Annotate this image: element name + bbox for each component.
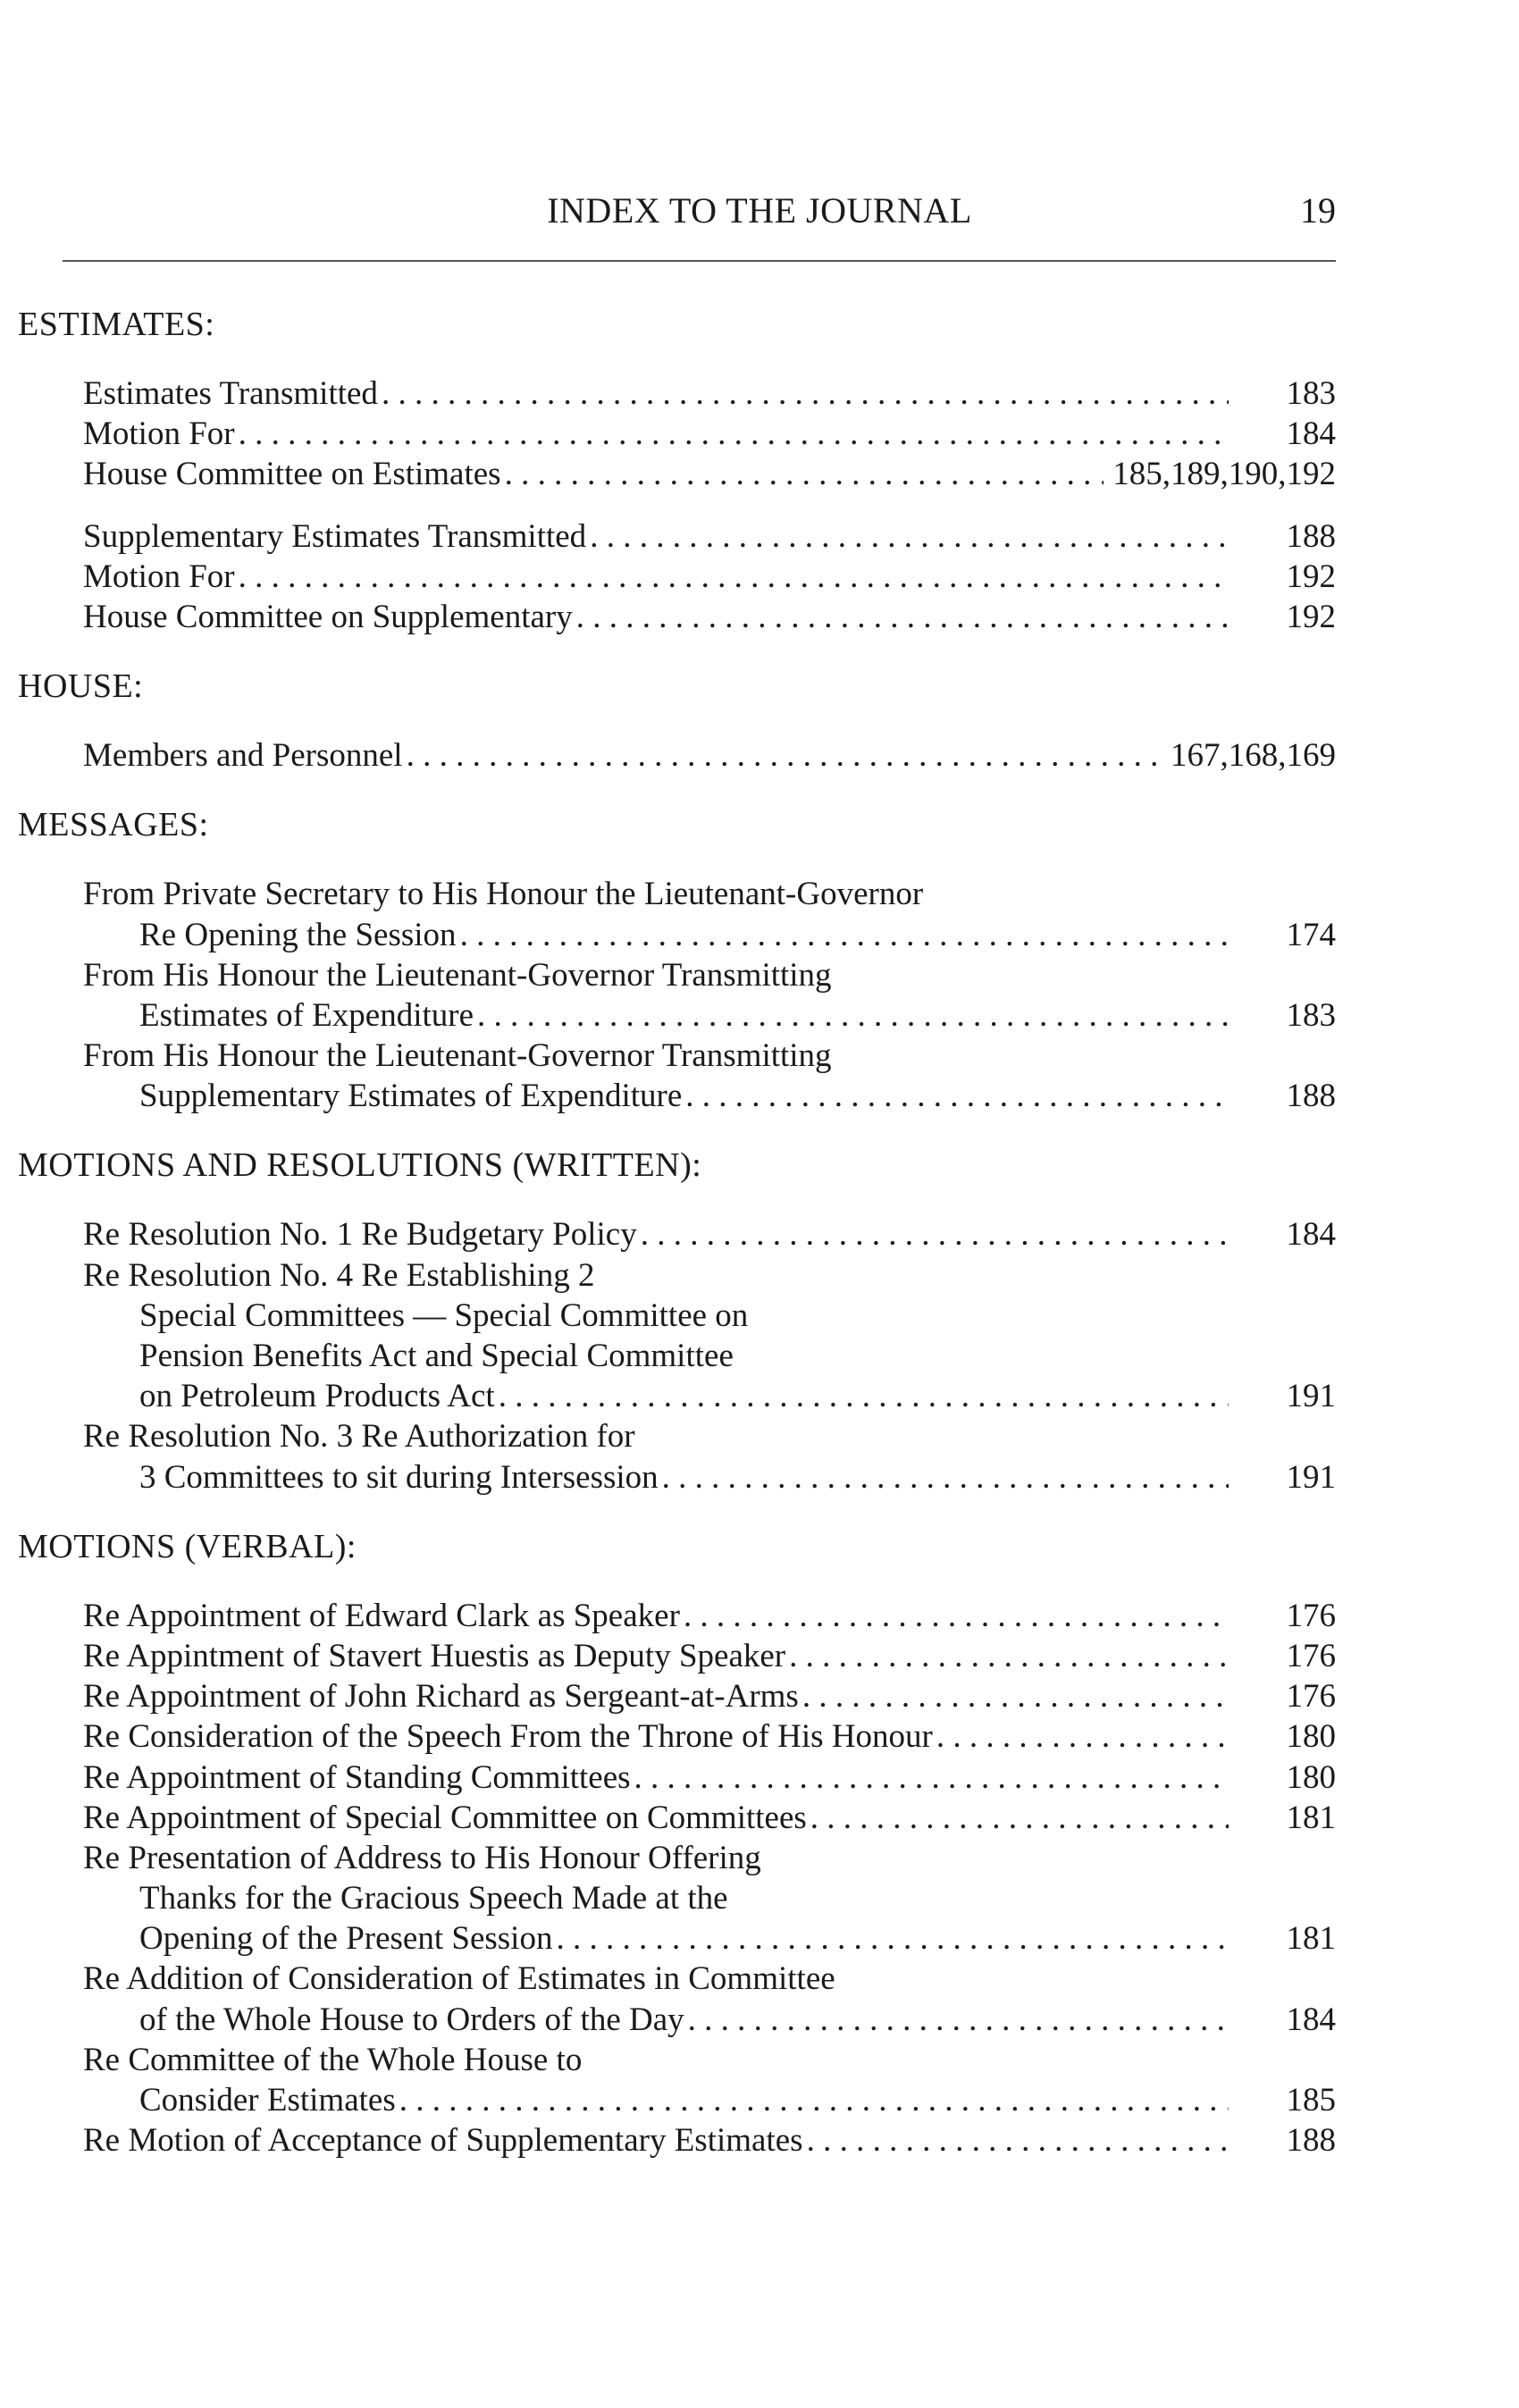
entry-text: Pension Benefits Act and Special Committee xyxy=(139,1338,734,1374)
section-entries xyxy=(83,1214,1336,1497)
entry-line xyxy=(83,557,1336,597)
index-entry xyxy=(83,1959,1336,2039)
entry-text: Motion For xyxy=(83,558,235,595)
entry-line xyxy=(83,516,1336,557)
index-section xyxy=(18,666,1340,776)
entry-line xyxy=(83,1416,1336,1456)
page-reference: 188 xyxy=(1286,517,1336,555)
dot-leader xyxy=(239,414,1229,454)
dot-leader xyxy=(556,1918,1229,1959)
section-entries xyxy=(83,735,1336,776)
page-reference: 185 xyxy=(1286,2082,1336,2119)
page-reference: 176 xyxy=(1286,1637,1336,1674)
dot-leader xyxy=(239,557,1229,597)
entry-line xyxy=(83,2120,1336,2160)
page-reference: 184 xyxy=(1286,2001,1336,2038)
dot-leader xyxy=(407,735,1162,776)
entry-line xyxy=(83,874,1336,914)
entry-line xyxy=(83,1716,1336,1757)
entry-line xyxy=(83,1758,1336,1798)
page-reference: 185,189,190,192 xyxy=(1112,456,1336,493)
entry-line xyxy=(83,1636,1336,1676)
group-spacer xyxy=(83,495,1336,516)
section-heading: MOTIONS AND RESOLUTIONS (WRITTEN): xyxy=(18,1146,702,1185)
page-reference: 184 xyxy=(1286,1216,1336,1254)
entry-text: Re Appointment of John Richard as Sergeant-at-Arms xyxy=(83,1678,799,1716)
entry-line xyxy=(83,1918,1336,1959)
entry-text: Thanks for the Gracious Speech Made at the xyxy=(139,1880,728,1917)
dot-leader xyxy=(505,454,1104,494)
entry-line xyxy=(83,1336,1336,1376)
index-entry xyxy=(83,1758,1336,1798)
index-entry xyxy=(83,1036,1336,1116)
index-entry xyxy=(83,874,1336,954)
index-section xyxy=(18,804,1340,1116)
index-entry xyxy=(83,1636,1336,1676)
entry-text: Re Appintment of Stavert Huestis as Deputy Speaker xyxy=(83,1637,786,1674)
page-reference: 181 xyxy=(1286,1920,1336,1958)
entry-line xyxy=(83,735,1336,776)
entry-text: Re Resolution No. 1 Re Budgetary Policy xyxy=(83,1216,637,1254)
entry-text: Re Presentation of Address to His Honour Offering xyxy=(83,1839,761,1876)
entry-text: Re Appointment of Special Committee on Committees xyxy=(83,1799,807,1836)
entry-line xyxy=(83,1255,1336,1296)
dot-leader xyxy=(802,1676,1229,1716)
entry-text: 3 Committees to sit during Intersession xyxy=(139,1458,659,1496)
index-entry xyxy=(83,1798,1336,1838)
entry-text: Re Committee of the Whole House to xyxy=(83,2041,583,2078)
index-entry xyxy=(83,1214,1336,1254)
index-section xyxy=(18,304,1340,637)
dot-leader xyxy=(789,1636,1229,1676)
page-reference: 174 xyxy=(1286,916,1336,953)
entry-text: Estimates of Expenditure xyxy=(139,996,474,1034)
index-entry xyxy=(83,516,1336,557)
entry-text: Supplementary Estimates of Expenditure xyxy=(139,1078,683,1115)
page-reference: 180 xyxy=(1286,1758,1336,1796)
entry-text: Members and Personnel xyxy=(83,737,403,775)
index-content xyxy=(18,304,1340,2160)
entry-text: Opening of the Present Session xyxy=(139,1920,553,1958)
entry-line xyxy=(83,1214,1336,1254)
dot-leader xyxy=(662,1457,1229,1498)
section-heading: MESSAGES: xyxy=(18,806,209,844)
page-reference: 167,168,169 xyxy=(1171,737,1336,775)
dot-leader xyxy=(576,597,1229,637)
page-reference: 188 xyxy=(1286,1078,1336,1115)
index-entry xyxy=(83,2040,1336,2120)
index-entry xyxy=(83,1838,1336,1959)
index-section xyxy=(18,1145,1340,1497)
entry-text: Re Opening the Session xyxy=(139,916,457,953)
page-reference: 188 xyxy=(1286,2122,1336,2160)
dot-leader xyxy=(684,1596,1229,1636)
index-entry xyxy=(83,1416,1336,1497)
entry-text: Supplementary Estimates Transmitted xyxy=(83,517,587,555)
page-reference: 183 xyxy=(1286,996,1336,1034)
entry-line xyxy=(83,597,1336,637)
entry-line xyxy=(83,1076,1336,1116)
section-entries xyxy=(83,1596,1336,2161)
entry-text: of the Whole House to Orders of the Day xyxy=(139,2001,684,2038)
index-entry xyxy=(83,454,1336,494)
page-reference: 176 xyxy=(1286,1678,1336,1716)
index-entry xyxy=(83,2120,1336,2160)
page-title: INDEX TO THE JOURNAL xyxy=(547,190,972,231)
index-entry xyxy=(83,1676,1336,1716)
entry-text: Consider Estimates xyxy=(139,2082,396,2119)
entry-line xyxy=(83,2080,1336,2120)
entry-text: Special Committees — Special Committee on xyxy=(139,1296,749,1334)
entry-line xyxy=(83,955,1336,995)
dot-leader xyxy=(685,1076,1229,1116)
page-reference: 192 xyxy=(1286,558,1336,595)
page-number: 19 xyxy=(1300,190,1336,231)
entry-text: Re Resolution No. 3 Re Authorization for xyxy=(83,1418,635,1456)
dot-leader xyxy=(382,373,1229,414)
entry-line xyxy=(83,1296,1336,1336)
entry-text: Re Appointment of Standing Committees xyxy=(83,1758,631,1796)
entry-line xyxy=(83,915,1336,955)
index-entry xyxy=(83,373,1336,414)
section-entries xyxy=(83,874,1336,1116)
entry-line xyxy=(83,2040,1336,2080)
entry-text: on Petroleum Products Act xyxy=(139,1378,495,1415)
entry-line xyxy=(83,1959,1336,1999)
entry-text: Re Appointment of Edward Clark as Speaker xyxy=(83,1597,680,1634)
entry-line xyxy=(83,1596,1336,1636)
entry-line xyxy=(83,1036,1336,1076)
page-reference: 191 xyxy=(1286,1458,1336,1496)
page-reference: 181 xyxy=(1286,1799,1336,1836)
dot-leader xyxy=(477,995,1229,1036)
section-entries xyxy=(83,373,1336,637)
entry-line xyxy=(83,1376,1336,1416)
entry-text: From His Honour the Lieutenant-Governor Transmitting xyxy=(83,1037,832,1075)
page-reference: 192 xyxy=(1286,598,1336,635)
entry-text: Motion For xyxy=(83,415,235,453)
entry-line xyxy=(83,995,1336,1036)
dot-leader xyxy=(688,2000,1229,2040)
entry-text: House Committee on Estimates xyxy=(83,456,501,493)
entry-text: Re Resolution No. 4 Re Establishing 2 xyxy=(83,1256,595,1294)
index-entry xyxy=(83,1596,1336,1636)
page-reference: 183 xyxy=(1286,375,1336,412)
entry-line xyxy=(83,373,1336,414)
dot-leader xyxy=(807,2120,1229,2160)
entry-text: Re Addition of Consideration of Estimates in Committee xyxy=(83,1960,835,1998)
index-section xyxy=(18,1526,1340,2161)
entry-line xyxy=(83,1676,1336,1716)
page-reference: 184 xyxy=(1286,415,1336,453)
section-spacer xyxy=(18,776,1340,804)
section-spacer xyxy=(18,1498,1340,1526)
dot-leader xyxy=(936,1716,1229,1757)
entry-text: House Committee on Supplementary xyxy=(83,598,573,635)
entry-line xyxy=(83,1457,1336,1498)
dot-leader xyxy=(641,1214,1229,1254)
page-reference: 180 xyxy=(1286,1718,1336,1756)
dot-leader xyxy=(634,1758,1229,1798)
section-heading: MOTIONS (VERBAL): xyxy=(18,1527,357,1565)
dot-leader xyxy=(810,1798,1229,1838)
dot-leader xyxy=(399,2080,1229,2120)
dot-leader xyxy=(460,915,1229,955)
section-spacer xyxy=(18,637,1340,666)
entry-text: From His Honour the Lieutenant-Governor Transmitting xyxy=(83,956,832,994)
index-entry xyxy=(83,557,1336,597)
page-reference: 191 xyxy=(1286,1378,1336,1415)
entry-line xyxy=(83,2000,1336,2040)
entry-line xyxy=(83,414,1336,454)
section-spacer xyxy=(18,1116,1340,1145)
entry-text: Estimates Transmitted xyxy=(83,375,378,412)
header-divider xyxy=(63,260,1336,262)
entry-line xyxy=(83,1878,1336,1918)
index-entry xyxy=(83,955,1336,1036)
index-entry xyxy=(83,1255,1336,1417)
dot-leader xyxy=(499,1376,1229,1416)
index-entry xyxy=(83,735,1336,776)
section-heading: ESTIMATES: xyxy=(18,306,215,343)
section-heading: HOUSE: xyxy=(18,667,144,706)
dot-leader xyxy=(590,516,1229,557)
entry-text: Re Motion of Acceptance of Supplementary Estimates xyxy=(83,2122,803,2160)
index-entry xyxy=(83,597,1336,637)
index-entry xyxy=(83,1716,1336,1757)
entry-text: Re Consideration of the Speech From the Throne of His Honour xyxy=(83,1718,933,1756)
entry-line xyxy=(83,1838,1336,1878)
index-entry xyxy=(83,414,1336,454)
entry-text: From Private Secretary to His Honour the Lieutenant-Governor xyxy=(83,876,924,913)
page-reference: 176 xyxy=(1286,1597,1336,1634)
entry-line xyxy=(83,1798,1336,1838)
entry-line xyxy=(83,454,1336,494)
